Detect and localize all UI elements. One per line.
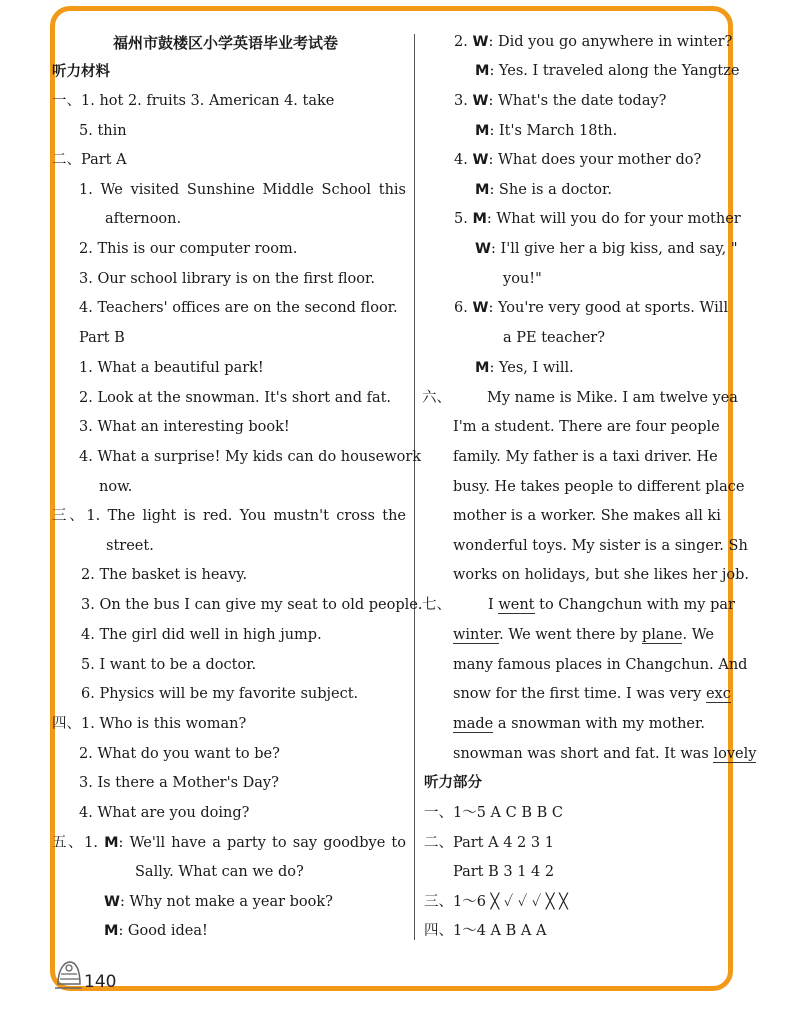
text-line: 三、1. The light is red. You mustn't cross the bbox=[52, 508, 406, 524]
page-number: 140 bbox=[84, 972, 117, 992]
dialogue-line: 2. W: Did you go anywhere in winter? bbox=[454, 34, 733, 50]
answer-line: 一、1～5 A C B B C bbox=[424, 805, 563, 821]
text-line: My name is Mike. I am twelve yea bbox=[487, 390, 738, 406]
text-line: many famous places in Changchun. And bbox=[453, 657, 748, 673]
text-line: mother is a worker. She makes all ki bbox=[453, 508, 721, 524]
section-label: 六、 bbox=[422, 390, 451, 406]
dialogue-line: 五、1. M: We'll have a party to say goodbye to bbox=[52, 835, 406, 851]
text-line: 二、Part A bbox=[52, 152, 127, 168]
text-line: 4. What are you doing? bbox=[79, 805, 250, 821]
text-line: street. bbox=[106, 538, 154, 554]
text-line: 4. The girl did well in high jump. bbox=[81, 627, 322, 643]
text-line: 3. Is there a Mother's Day? bbox=[79, 775, 279, 791]
text-line: now. bbox=[99, 479, 133, 495]
text-line: Sally. What can we do? bbox=[135, 864, 304, 880]
text-line: you!" bbox=[503, 271, 542, 287]
mascot-icon bbox=[52, 950, 84, 990]
text-line: I'm a student. There are four people bbox=[453, 419, 720, 435]
text-line: 2. The basket is heavy. bbox=[81, 567, 248, 583]
left-column bbox=[50, 0, 423, 960]
text-line: 2. Look at the snowman. It's short and fat. bbox=[79, 390, 392, 406]
dialogue-line: M: Yes. I traveled along the Yangtze bbox=[475, 63, 740, 79]
text-line: 3. What an interesting book! bbox=[79, 419, 290, 435]
text-line: 3. On the bus I can give my seat to old people. bbox=[81, 597, 423, 613]
text-line: 四、1. Who is this woman? bbox=[52, 716, 247, 732]
text-line: made a snowman with my mother. bbox=[453, 716, 705, 732]
answer-line: 三、1～6 ╳ ✓ ✓ ✓ ╳ ╳ bbox=[424, 894, 568, 910]
answer-line: 二、Part A 4 2 3 1 bbox=[424, 835, 554, 851]
text-line: family. My father is a taxi driver. He bbox=[453, 449, 718, 465]
text-line: 6. Physics will be my favorite subject. bbox=[81, 686, 359, 702]
section-label: 七、 bbox=[422, 597, 451, 613]
text-line: a PE teacher? bbox=[503, 330, 606, 346]
answer-line: Part B 3 1 4 2 bbox=[453, 864, 555, 880]
section-heading: 听力材料 bbox=[52, 64, 110, 80]
right-column bbox=[422, 0, 757, 960]
answer-line: 四、1～4 A B A A bbox=[424, 923, 547, 939]
text-line: wonderful toys. My sister is a singer. Sh bbox=[453, 538, 748, 554]
text-line: I went to Changchun with my par bbox=[488, 597, 735, 613]
dialogue-line: M: She is a doctor. bbox=[475, 182, 612, 198]
text-line: Part B bbox=[79, 330, 125, 346]
text-line: 5. thin bbox=[79, 123, 127, 139]
text-line: busy. He takes people to different place bbox=[453, 479, 745, 495]
section-heading: 听力部分 bbox=[424, 775, 482, 791]
text-line: 3. Our school library is on the first floor. bbox=[79, 271, 375, 287]
dialogue-line: M: Good idea! bbox=[104, 923, 208, 939]
dialogue-line: 3. W: What's the date today? bbox=[454, 93, 667, 109]
text-line: afternoon. bbox=[105, 211, 182, 227]
text-line: winter. We went there by plane. We bbox=[453, 627, 715, 643]
dialogue-line: M: It's March 18th. bbox=[475, 123, 618, 139]
text-line: 1. What a beautiful park! bbox=[79, 360, 264, 376]
text-line: 5. I want to be a doctor. bbox=[81, 657, 257, 673]
text-line: 1. We visited Sunshine Middle School this bbox=[79, 182, 406, 198]
page-title: 福州市鼓楼区小学英语毕业考试卷 bbox=[113, 34, 339, 52]
text-line: snow for the first time. I was very exc bbox=[453, 686, 731, 702]
text-line: 2. This is our computer room. bbox=[79, 241, 298, 257]
dialogue-line: W: I'll give her a big kiss, and say, " bbox=[475, 241, 738, 257]
dialogue-line: 4. W: What does your mother do? bbox=[454, 152, 702, 168]
text-line: 2. What do you want to be? bbox=[79, 746, 280, 762]
text-line: snowman was short and fat. It was lovely bbox=[453, 746, 757, 762]
dialogue-line: 5. M: What will you do for your mother bbox=[454, 211, 741, 227]
dialogue-line: M: Yes, I will. bbox=[475, 360, 574, 376]
text-line: 4. What a surprise! My kids can do housework bbox=[79, 449, 422, 465]
column-divider bbox=[414, 34, 415, 940]
dialogue-line: W: Why not make a year book? bbox=[104, 894, 333, 910]
dialogue-line: 6. W: You're very good at sports. Will bbox=[454, 300, 729, 316]
text-line: works on holidays, but she likes her job. bbox=[453, 567, 750, 583]
text-line: 4. Teachers' offices are on the second floor. bbox=[79, 300, 398, 316]
text-line: 一、1. hot 2. fruits 3. American 4. take bbox=[52, 93, 335, 109]
